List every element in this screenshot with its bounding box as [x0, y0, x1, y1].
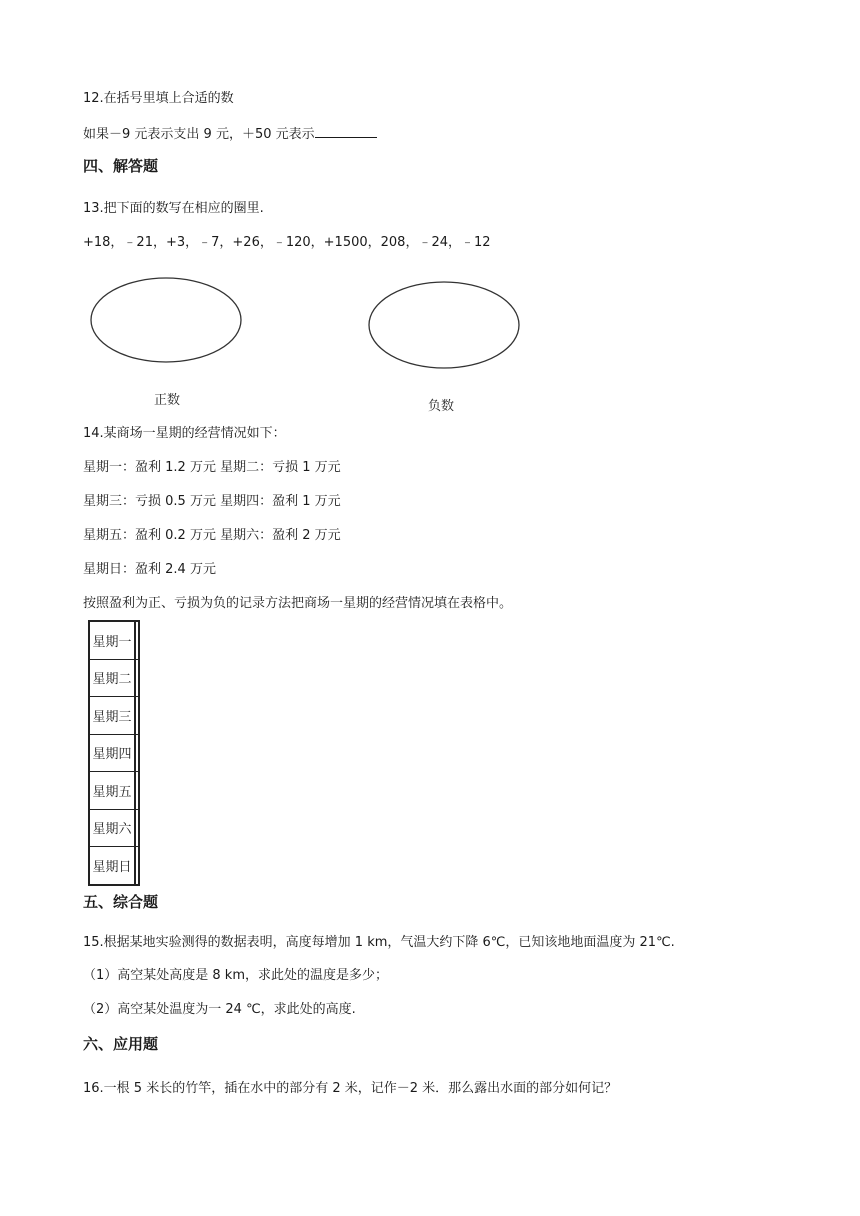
row-label: 星期五 — [89, 772, 135, 810]
section-5-heading: 五、综合题 — [83, 893, 159, 911]
answer-cell[interactable] — [135, 734, 139, 772]
section-4-heading: 四、解答题 — [83, 157, 159, 175]
table-row — [89, 659, 139, 697]
positive-numbers-ellipse[interactable] — [88, 274, 248, 370]
q16-title: 16.一根 5 米长的竹竿，插在水中的部分有 2 米，记作－2 米．那么露出水面的部分如何记？ — [83, 1081, 618, 1096]
table-row — [89, 809, 139, 847]
answer-cell[interactable] — [135, 659, 139, 697]
row-label: 星期六 — [89, 809, 135, 847]
answer-cell[interactable] — [135, 809, 139, 847]
q14-line-1: 星期一：盈利 1.2 万元 星期二：亏损 1 万元 — [83, 460, 341, 475]
table-row — [89, 697, 139, 735]
table-row — [89, 734, 139, 772]
section-6-heading: 六、应用题 — [83, 1035, 159, 1053]
q15-part-2: （2）高空某处温度为一 24 ℃，求此处的高度. — [83, 1002, 356, 1017]
answer-cell[interactable] — [135, 772, 139, 810]
row-label: 星期三 — [89, 697, 135, 735]
row-label: 星期二 — [89, 659, 135, 697]
q15-title: 15.根据某地实验测得的数据表明，高度每增加 1 km，气温大约下降 6℃，已知该地地面温度为 21℃. — [83, 935, 675, 950]
q13-numbers: +18，﹣21，+3，﹣7，+26，﹣120，+1500，208，﹣24，﹣12 — [83, 235, 491, 250]
table-row — [89, 621, 139, 659]
q12-body-text: 如果－9 元表示支出 9 元，＋50 元表示 — [83, 127, 315, 142]
row-label: 星期日 — [89, 847, 135, 885]
row-label: 星期四 — [89, 734, 135, 772]
q14-line-4: 星期日：盈利 2.4 万元 — [83, 562, 216, 577]
table-row — [89, 847, 139, 885]
answer-blank[interactable] — [315, 124, 377, 138]
answer-cell[interactable] — [135, 697, 139, 735]
q15-part-1: （1）高空某处高度是 8 km，求此处的温度是多少； — [83, 968, 388, 983]
q14-line-3: 星期五：盈利 0.2 万元 星期六：盈利 2 万元 — [83, 528, 341, 543]
answer-cell[interactable] — [135, 621, 139, 659]
negative-numbers-ellipse[interactable] — [365, 278, 525, 374]
q13-title: 13.把下面的数写在相应的圈里. — [83, 201, 264, 216]
row-label: 星期一 — [89, 621, 135, 659]
positive-label: 正数 — [154, 393, 181, 408]
q14-instruction: 按照盈利为正、亏损为负的记录方法把商场一星期的经营情况填在表格中。 — [83, 596, 513, 611]
q14-title: 14.某商场一星期的经营情况如下： — [83, 426, 286, 441]
q14-line-2: 星期三：亏损 0.5 万元 星期四：盈利 1 万元 — [83, 494, 341, 509]
table-row — [89, 772, 139, 810]
negative-label: 负数 — [428, 399, 455, 414]
q12-body — [83, 124, 377, 144]
q12-title: 12.在括号里填上合适的数 — [83, 91, 234, 106]
weekly-results-table — [88, 620, 140, 886]
answer-cell[interactable] — [135, 847, 139, 885]
